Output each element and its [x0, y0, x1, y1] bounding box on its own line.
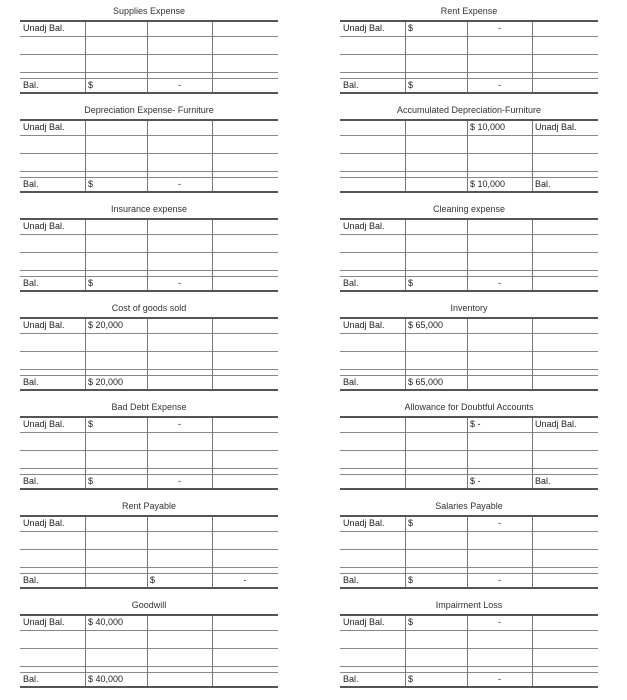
- balance-cell: Bal.: [23, 377, 39, 387]
- ledger-rule: [340, 515, 598, 517]
- ledger-rule: [340, 375, 598, 376]
- balance-cell: -: [498, 278, 501, 288]
- opening-cell: $ 10,000: [470, 122, 506, 132]
- ledger-rule: [340, 78, 598, 79]
- t-account-rent-expense: [340, 6, 598, 94]
- account-title: Goodwill: [131, 600, 167, 610]
- balance-cell: $: [88, 278, 94, 288]
- ledger-rule: [20, 177, 278, 178]
- ledger-rule: [20, 36, 278, 37]
- column-divider: [532, 121, 533, 191]
- column-divider: [85, 418, 86, 488]
- column-divider: [405, 22, 406, 92]
- balance-cell: $: [88, 80, 94, 90]
- ledger-rule: [340, 468, 598, 469]
- ledger-rule: [340, 488, 598, 490]
- balance-cell: -: [178, 278, 181, 288]
- ledger-rule: [20, 20, 278, 22]
- ledger-rule: [20, 54, 278, 55]
- ledger-rule: [340, 218, 598, 220]
- ledger-rule: [340, 351, 598, 352]
- opening-cell: $ 40,000: [88, 617, 124, 627]
- ledger-rule: [340, 389, 598, 391]
- column-divider: [147, 22, 148, 92]
- column-divider: [532, 220, 533, 290]
- ledger-rule: [20, 369, 278, 370]
- t-account-inventory: [340, 303, 598, 391]
- ledger-rule: [20, 72, 278, 73]
- column-divider: [532, 418, 533, 488]
- column-divider: [147, 517, 148, 587]
- balance-cell: $ -: [470, 476, 481, 486]
- column-divider: [532, 616, 533, 686]
- ledger-rule: [20, 630, 278, 631]
- balance-cell: $: [88, 476, 94, 486]
- t-account-supplies-expense: [20, 6, 278, 94]
- column-divider: [532, 517, 533, 587]
- ledger-rule: [20, 450, 278, 451]
- t-account-cleaning-expense: [340, 204, 598, 292]
- opening-cell: $ -: [470, 419, 481, 429]
- column-divider: [212, 121, 213, 191]
- column-divider: [147, 220, 148, 290]
- ledger-rule: [20, 672, 278, 673]
- balance-cell: -: [178, 179, 181, 189]
- column-divider: [85, 121, 86, 191]
- ledger-rule: [20, 614, 278, 616]
- ledger-rule: [340, 369, 598, 370]
- account-title: Insurance expense: [110, 204, 188, 214]
- column-divider: [85, 319, 86, 389]
- ledger-rule: [340, 549, 598, 550]
- opening-cell: Unadj Bal.: [23, 518, 65, 528]
- balance-cell: Bal.: [23, 674, 39, 684]
- account-title: Cost of goods sold: [111, 303, 187, 313]
- ledger-rule: [340, 686, 598, 688]
- ledger-rule: [20, 119, 278, 121]
- ledger-rule: [20, 474, 278, 475]
- opening-cell: Unadj Bal.: [535, 419, 577, 429]
- opening-cell: Unadj Bal.: [23, 221, 65, 231]
- column-divider: [212, 616, 213, 686]
- account-title: Rent Expense: [440, 6, 498, 16]
- ledger-rule: [340, 153, 598, 154]
- opening-cell: $ 65,000: [408, 320, 444, 330]
- ledger-rule: [340, 119, 598, 121]
- opening-cell: -: [498, 617, 501, 627]
- ledger-rule: [340, 567, 598, 568]
- column-divider: [405, 220, 406, 290]
- ledger-rule: [20, 648, 278, 649]
- ledger-rule: [20, 567, 278, 568]
- balance-cell: Bal.: [343, 80, 359, 90]
- column-divider: [147, 418, 148, 488]
- balance-cell: Bal.: [23, 179, 39, 189]
- opening-cell: -: [498, 23, 501, 33]
- column-divider: [147, 121, 148, 191]
- ledger-rule: [20, 549, 278, 550]
- ledger-rule: [340, 317, 598, 319]
- ledger-rule: [340, 20, 598, 22]
- ledger-rule: [340, 666, 598, 667]
- ledger-rule: [340, 135, 598, 136]
- ledger-rule: [20, 432, 278, 433]
- opening-cell: Unadj Bal.: [23, 419, 65, 429]
- ledger-rule: [340, 92, 598, 94]
- opening-cell: -: [178, 419, 181, 429]
- ledger-rule: [20, 270, 278, 271]
- ledger-rule: [20, 218, 278, 220]
- ledger-rule: [340, 648, 598, 649]
- opening-cell: Unadj Bal.: [23, 23, 65, 33]
- account-title: Bad Debt Expense: [111, 402, 187, 412]
- balance-cell: $: [150, 575, 156, 585]
- ledger-rule: [20, 686, 278, 688]
- balance-cell: Bal.: [535, 179, 551, 189]
- ledger-rule: [20, 135, 278, 136]
- balance-cell: $ 40,000: [88, 674, 124, 684]
- column-divider: [467, 121, 468, 191]
- ledger-rule: [340, 72, 598, 73]
- opening-cell: $: [88, 419, 94, 429]
- ledger-rule: [20, 153, 278, 154]
- ledger-rule: [20, 488, 278, 490]
- account-title: Impairment Loss: [435, 600, 503, 610]
- column-divider: [212, 517, 213, 587]
- opening-cell: $ 20,000: [88, 320, 124, 330]
- account-title: Allowance for Doubtful Accounts: [404, 402, 534, 412]
- opening-cell: $: [408, 23, 414, 33]
- balance-cell: $ 10,000: [470, 179, 506, 189]
- ledger-rule: [340, 177, 598, 178]
- ledger-rule: [340, 573, 598, 574]
- ledger-rule: [20, 666, 278, 667]
- t-account-rent-payable: [20, 501, 278, 589]
- account-title: Accumulated Depreciation-Furniture: [396, 105, 542, 115]
- opening-cell: Unadj Bal.: [23, 122, 65, 132]
- column-divider: [147, 319, 148, 389]
- ledger-rule: [340, 276, 598, 277]
- balance-cell: Bal.: [23, 476, 39, 486]
- t-account-insurance-expense: [20, 204, 278, 292]
- opening-cell: Unadj Bal.: [343, 518, 385, 528]
- ledger-rule: [340, 630, 598, 631]
- balance-cell: Bal.: [535, 476, 551, 486]
- opening-cell: Unadj Bal.: [343, 617, 385, 627]
- account-title: Inventory: [450, 303, 488, 313]
- balance-cell: Bal.: [343, 674, 359, 684]
- balance-cell: Bal.: [343, 377, 359, 387]
- ledger-rule: [340, 672, 598, 673]
- ledger-rule: [20, 515, 278, 517]
- column-divider: [405, 319, 406, 389]
- column-divider: [467, 418, 468, 488]
- column-divider: [405, 616, 406, 686]
- balance-cell: -: [178, 80, 181, 90]
- balance-cell: $ 20,000: [88, 377, 124, 387]
- opening-cell: Unadj Bal.: [343, 221, 385, 231]
- balance-cell: -: [243, 575, 247, 585]
- column-divider: [212, 418, 213, 488]
- t-account-allowance-for-doubtful-accounts: [340, 402, 598, 490]
- balance-cell: $: [408, 674, 414, 684]
- column-divider: [212, 22, 213, 92]
- ledger-rule: [20, 171, 278, 172]
- column-divider: [532, 22, 533, 92]
- ledger-rule: [20, 191, 278, 193]
- column-divider: [405, 418, 406, 488]
- ledger-rule: [340, 587, 598, 589]
- opening-cell: $: [408, 518, 414, 528]
- ledger-rule: [340, 54, 598, 55]
- balance-cell: -: [498, 80, 501, 90]
- ledger-rule: [340, 531, 598, 532]
- balance-cell: Bal.: [343, 278, 359, 288]
- opening-cell: -: [498, 518, 501, 528]
- balance-cell: Bal.: [23, 278, 39, 288]
- balance-cell: $: [408, 80, 414, 90]
- t-account-bad-debt-expense: [20, 402, 278, 490]
- balance-cell: -: [178, 476, 181, 486]
- balance-cell: $: [408, 278, 414, 288]
- ledger-rule: [340, 416, 598, 418]
- column-divider: [147, 616, 148, 686]
- t-account-goodwill: [20, 600, 278, 688]
- ledger-rule: [340, 252, 598, 253]
- column-divider: [85, 517, 86, 587]
- account-title: Depreciation Expense- Furniture: [84, 105, 214, 115]
- balance-cell: Bal.: [23, 80, 39, 90]
- account-title: Supplies Expense: [112, 6, 186, 16]
- t-account-depreciation-expense-furniture: [20, 105, 278, 193]
- balance-cell: -: [498, 674, 501, 684]
- opening-cell: Unadj Bal.: [343, 23, 385, 33]
- balance-cell: -: [498, 575, 501, 585]
- ledger-rule: [340, 171, 598, 172]
- balance-cell: Bal.: [343, 575, 359, 585]
- opening-cell: Unadj Bal.: [23, 617, 65, 627]
- t-account-salaries-payable: [340, 501, 598, 589]
- ledger-rule: [340, 432, 598, 433]
- ledger-rule: [340, 270, 598, 271]
- ledger-rule: [340, 191, 598, 193]
- balance-cell: $: [408, 575, 414, 585]
- column-divider: [212, 220, 213, 290]
- ledger-rule: [20, 78, 278, 79]
- ledger-rule: [340, 450, 598, 451]
- ledger-rule: [340, 234, 598, 235]
- ledger-rule: [20, 468, 278, 469]
- balance-cell: $: [88, 179, 94, 189]
- column-divider: [85, 616, 86, 686]
- t-account-impairment-loss: [340, 600, 598, 688]
- balance-cell: $ 65,000: [408, 377, 444, 387]
- ledger-rule: [340, 614, 598, 616]
- account-title: Cleaning expense: [432, 204, 506, 214]
- ledger-rule: [20, 573, 278, 574]
- opening-cell: Unadj Bal.: [23, 320, 65, 330]
- ledger-rule: [20, 389, 278, 391]
- column-divider: [467, 616, 468, 686]
- ledger-rule: [20, 375, 278, 376]
- ledger-rule: [20, 252, 278, 253]
- opening-cell: Unadj Bal.: [535, 122, 577, 132]
- opening-cell: $: [408, 617, 414, 627]
- column-divider: [405, 517, 406, 587]
- column-divider: [85, 22, 86, 92]
- ledger-rule: [20, 317, 278, 319]
- column-divider: [467, 220, 468, 290]
- t-account-accumulated-depreciation-furniture: [340, 105, 598, 193]
- column-divider: [405, 121, 406, 191]
- balance-cell: Bal.: [23, 575, 39, 585]
- ledger-rule: [20, 290, 278, 292]
- ledger-rule: [20, 333, 278, 334]
- t-account-cost-of-goods-sold: [20, 303, 278, 391]
- ledger-rule: [20, 531, 278, 532]
- account-title: Rent Payable: [121, 501, 177, 511]
- column-divider: [212, 319, 213, 389]
- ledger-rule: [20, 234, 278, 235]
- ledger-rule: [340, 474, 598, 475]
- ledger-rule: [20, 416, 278, 418]
- column-divider: [467, 319, 468, 389]
- ledger-rule: [20, 351, 278, 352]
- ledger-rule: [340, 36, 598, 37]
- column-divider: [532, 319, 533, 389]
- ledger-rule: [20, 92, 278, 94]
- ledger-rule: [20, 276, 278, 277]
- column-divider: [467, 517, 468, 587]
- account-title: Salaries Payable: [435, 501, 503, 511]
- column-divider: [85, 220, 86, 290]
- column-divider: [467, 22, 468, 92]
- ledger-rule: [340, 333, 598, 334]
- ledger-rule: [340, 290, 598, 292]
- opening-cell: Unadj Bal.: [343, 320, 385, 330]
- ledger-rule: [20, 587, 278, 589]
